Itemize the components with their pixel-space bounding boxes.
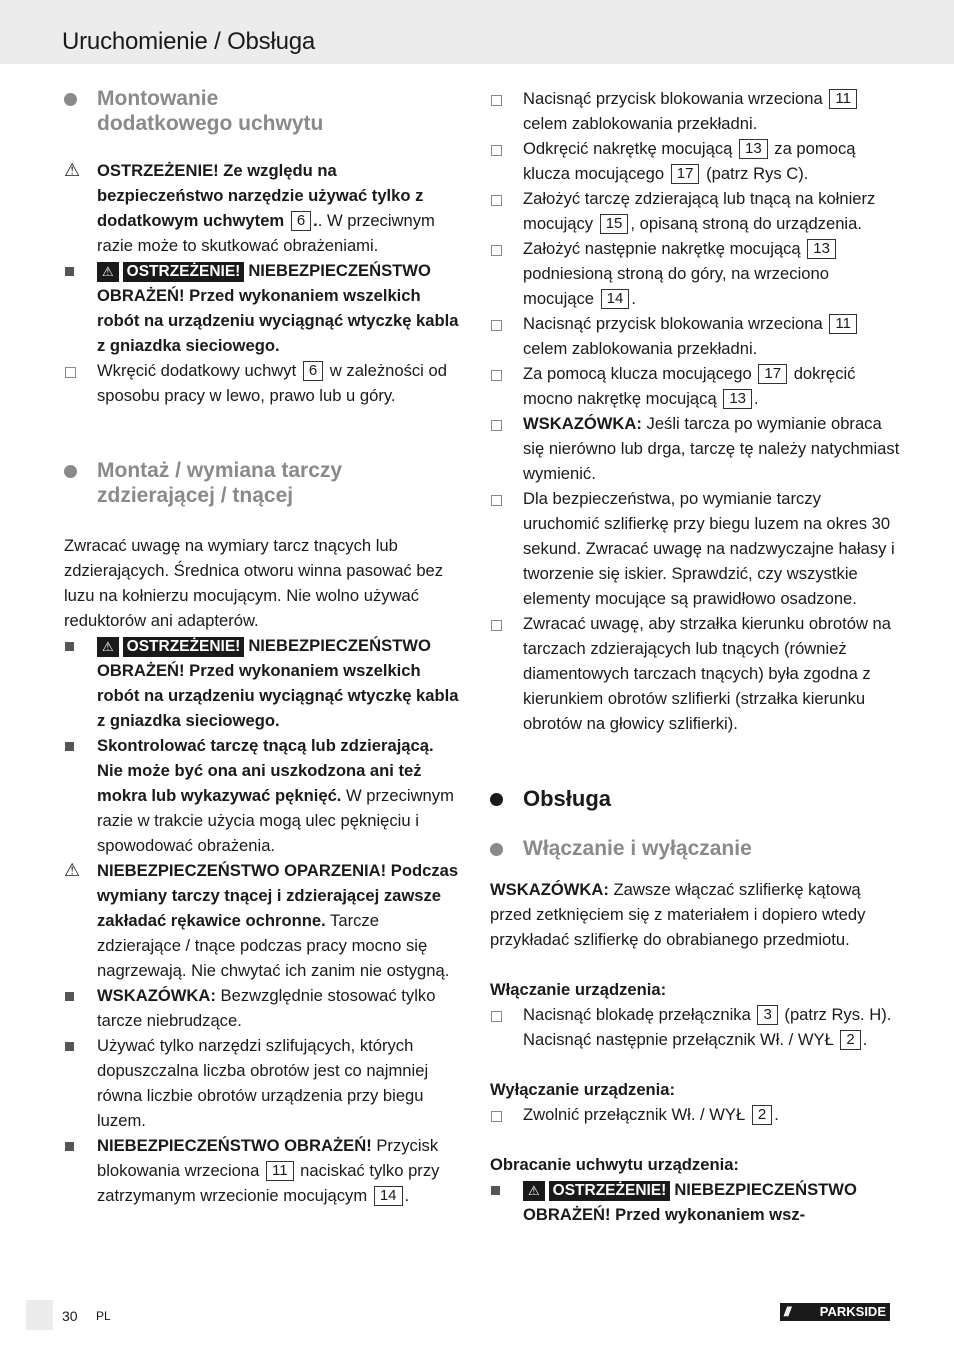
page-header [0,0,954,64]
step-place-nut: Założyć następnie nakrętkę mocującą 13 podniesioną stroną do góry, na wrzeciono mocujące 14 . [490,236,900,311]
section-heading-on-off: Włączanie i wyłączanie [490,836,900,861]
subheading-switch-off: Wyłączanie urządzenia: [490,1080,676,1099]
ref-number: 13 [739,139,768,159]
warning-triangle-icon: ⚠ [523,1181,545,1201]
step-mount-handle: Wkręcić dodatkowy uchwyt 6 w zależności od sposobu pracy w lewo, prawo lub u góry. [97,361,447,405]
ref-number: 13 [723,389,752,409]
ref-number: 14 [601,289,630,309]
language-code: PL [96,1309,111,1323]
danger-item-2: ⚠ OSTRZEŻENIE! NIEBEZPIECZEŃSTWO OBRAŻEŃ! Przed wykonaniem wszelkich robót na urządzeniu wyciągnąć wtyczkę kabla z gniazdka sieciowego. [97,636,459,730]
step-spindle-lock-2: Nacisnąć przycisk blokowania wrzeciona 11 celem zablokowania przekładni. [490,311,900,361]
warning-triangle-icon: ⚠ [64,160,81,180]
step-unscrew-nut: Odkręcić nakrętkę mocującą 13 za pomocą klucza mocującego 17 (patrz Rys C). [523,139,856,183]
warning-label: OSTRZEŻENIE! [123,637,245,657]
warning-triangle-icon: ⚠ [97,637,119,657]
ref-number: 13 [807,239,836,259]
logo-stripes-icon: /// [784,1304,789,1319]
step-switch-on: Nacisnąć blokadę przełącznika 3 (patrz Rys. H). Nacisnąć następnie przełącznik Wł. / WYŁ 2 . [523,1005,892,1049]
warning-triangle-icon: ⚠ [64,860,81,880]
ref-number: 11 [829,89,857,109]
injury-item: NIEBEZPIECZEŃSTWO OBRAŻEŃ! Przycisk blokowania wrzeciona 11 naciskać tylko przy zatrzymanym wrzecionie mocującym 14 . [97,1136,440,1205]
page-number: 30 [62,1308,78,1324]
warning-handle: ⚠ OSTRZEŻENIE! Ze względu na bezpieczeństwo narzędzie używać tylko z dodatkowym uchwytem 6 .. W przeciwnym razie może to skutkować obrażeniami. [64,160,435,255]
section-heading-mounting-handle: Montowanie dodatkowego uchwytu [64,86,354,136]
warning-label: OSTRZEŻENIE! [549,1181,671,1201]
burn-warning: ⚠ NIEBEZPIECZEŃSTWO OPARZENIA! Podczas wymiany tarczy tnącej i zdzierającej zawsze zakładać rękawice ochronne. Tarcze zdzierające / tnące podczas pracy mocno się nagrzewają. Nie chwytać ich zanim nie ostygną. [64,860,459,980]
ref-number: 15 [600,214,629,234]
right-column [490,86,900,1227]
ref-number: 2 [752,1105,772,1125]
step-hint-uneven: WSKAZÓWKA: Jeśli tarcza po wymianie obraca się nierówno lub drga, tarczę tę należy natychmiast wymienić. [523,414,900,483]
warning-label: OSTRZEŻENIE! [123,262,245,282]
section-heading-disc-change: Montaż / wymiana tarczy zdzierającej / tnącej [64,458,394,508]
page-footer [26,1300,890,1330]
step-tighten-nut: Za pomocą klucza mocującego 17 dokręcić mocno nakrętkę mocującą 13 . [523,364,856,408]
step-spindle-lock-1: Nacisnąć przycisk blokowania wrzeciona 11 celem zablokowania przekładni. [490,86,900,136]
step-switch-off: Zwolnić przełącznik Wł. / WYŁ 2 . [523,1105,779,1124]
ref-number: 17 [671,164,700,184]
page-number-box [26,1300,53,1330]
ref-number: 3 [757,1005,777,1025]
warning-triangle-icon: ⚠ [97,262,119,282]
ref-number: 11 [829,314,857,334]
ref-number: 6 [291,211,311,231]
ref-number: 2 [840,1030,860,1050]
check-disc-item: Skontrolować tarczę tnącą lub zdzierającą. Nie może być ona ani uszkodzona ani też mokra lub wykazywać pęknięć. W przeciwnym razie w trakcie użycia mogą ulec pęknięciu i spowodować obrażenia. [97,736,454,855]
step-place-disc: Założyć tarczę zdzierającą lub tnącą na kołnierz mocujący 15 , opisaną stroną do urządzenia. [523,189,876,233]
step-rotation-arrow: Zwracać uwagę, aby strzałka kierunku obrotów na tarczach zdzierających lub tnących (również diamentowych tarczach tnących) była zgodna z kierunkiem obrotów szlifierki (strzałka kierunku obrotów na głowicy szlifierki). [523,614,892,733]
ref-number: 6 [303,361,323,381]
hint-paragraph: WSKAZÓWKA: Zawsze włączać szlifierkę kątową przed zetknięciem się z materiałem i dopiero wtedy przykładać szlifierkę do obrabianego przedmiotu. [490,880,866,949]
danger-item-1: ⚠ OSTRZEŻENIE! NIEBEZPIECZEŃSTWO OBRAŻEŃ! Przed wykonaniem wszelkich robót na urządzeniu wyciągnąć wtyczkę kabla z gniazdka sieciowego. [97,261,459,355]
tools-item: Używać tylko narzędzi szlifujących, których dopuszczalna liczba obrotów jest co najmniej równa liczbie obrotów urządzenia przy biegu luzem. [97,1036,429,1130]
ref-number: 14 [374,1186,403,1206]
subheading-rotate-handle: Obracanie uchwytu urządzenia: [490,1155,739,1174]
ref-number: 11 [266,1161,294,1181]
hint-item-1: WSKAZÓWKA: Bezwzględnie stosować tylko tarcze niebrudzące. [97,986,436,1030]
brand-logo: /// PARKSIDE [780,1303,890,1321]
intro-paragraph: Zwracać uwagę na wymiary tarcz tnących lub zdzierających. Średnica otworu winna pasować bez luzu na kołnierzu mocującym. Nie wolno używać reduktorów ani adapterów. [64,536,444,630]
page-title: Uruchomienie / Obsługa [62,28,316,55]
danger-item-rotate: ⚠ OSTRZEŻENIE! NIEBEZPIECZEŃSTWO OBRAŻEŃ! Przed wykonaniem wsz- [523,1180,857,1224]
ref-number: 17 [758,364,787,384]
step-test-run: Dla bezpieczeństwa, po wymianie tarczy uruchomić szlifierkę przy biegu luzem na okres 30 sekund. Zwracać uwagę na nadzwyczajne hałasy i tworzenie się iskier. Sprawdzić, czy wszystkie elementy mocujące są prawidłowo osadzone. [523,489,895,608]
left-column [64,86,464,1208]
section-heading-operation: Obsługa [490,786,900,811]
subheading-switch-on: Włączanie urządzenia: [490,980,667,999]
